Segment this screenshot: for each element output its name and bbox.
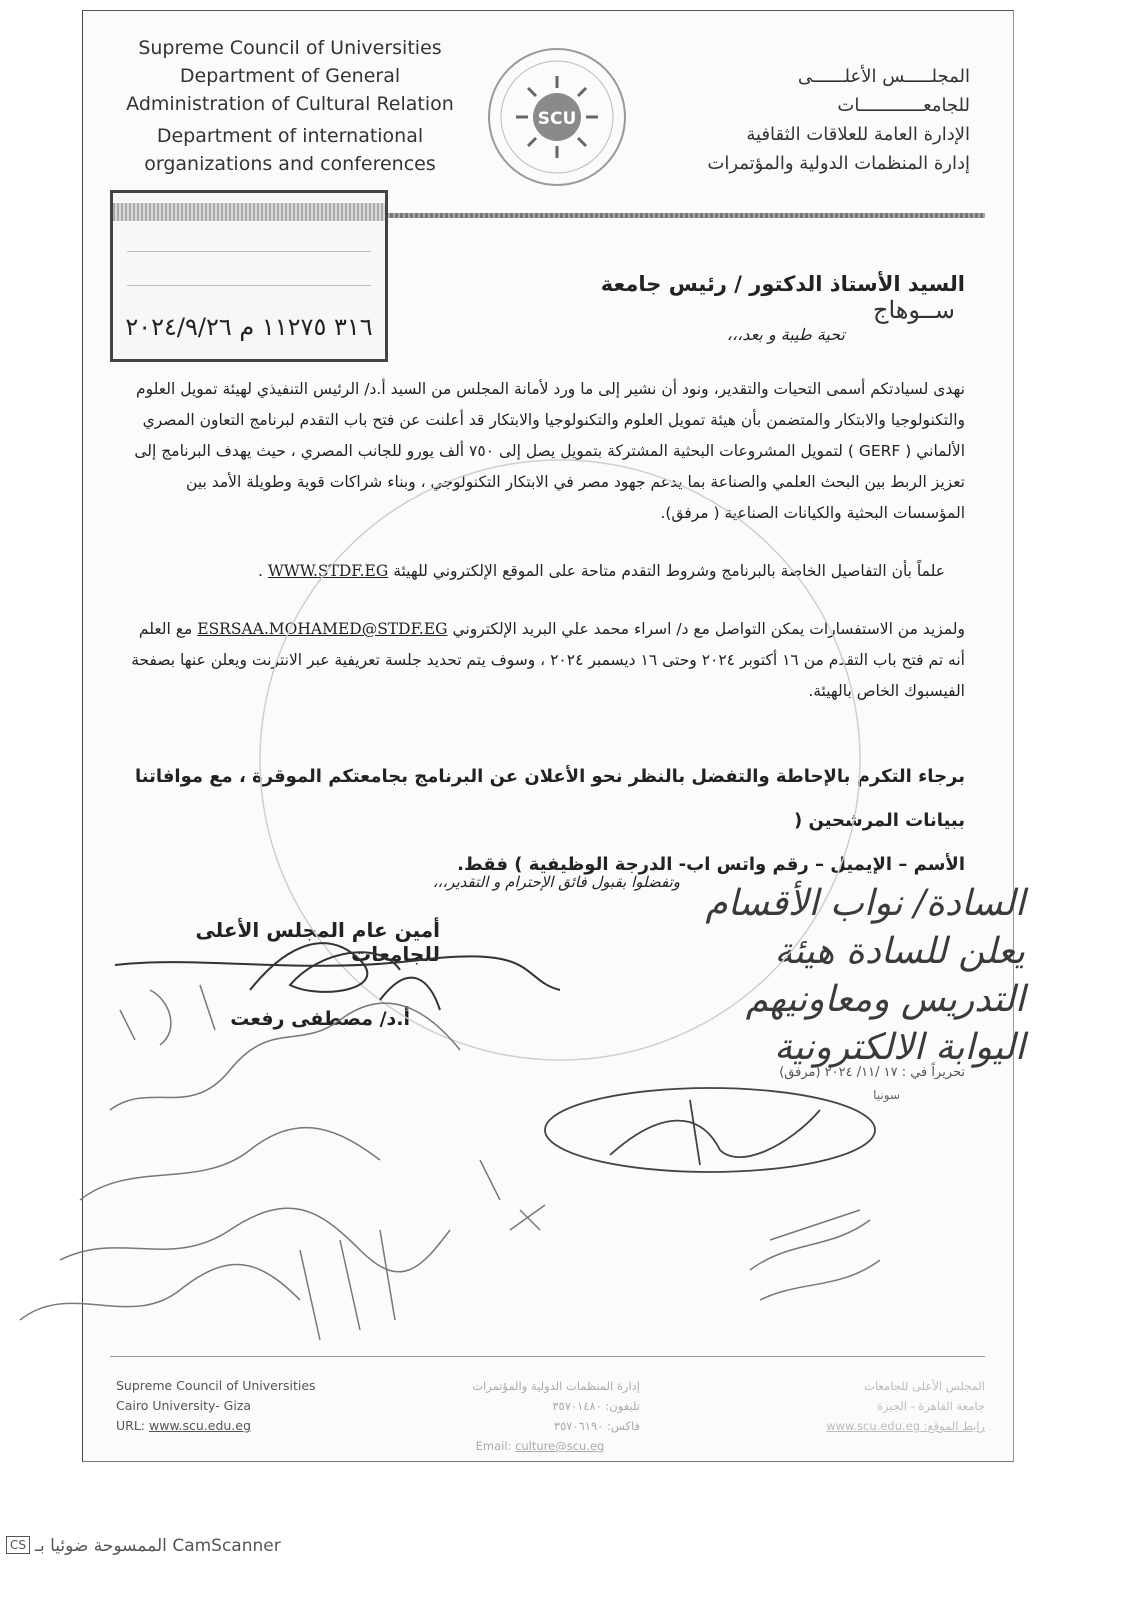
clerk-name: سونيا — [873, 1088, 900, 1102]
closing-line: وتفضلوا بقبول فائق الإحترام و التقدير،،، — [432, 873, 680, 891]
header-ar-line: المجلـــــس الأعلــــــى — [797, 66, 970, 87]
p3-text: ولمزيد من الاستفسارات يمكن التواصل مع د/ اسراء محمد علي البريد الإلكتروني — [452, 620, 965, 638]
footer-email-label: Email: — [475, 1439, 512, 1453]
header-en-line: Supreme Council of Universities — [138, 37, 442, 59]
request-line-1: برجاء التكرم بالإحاطة والتفضل بالنظر نحو الأعلان عن البرنامج بجامعتكم الموقرة ، مع موافاتنا ببيانات المرشحين ( — [134, 766, 965, 831]
handwritten-line: يعلن للسادة هيئة — [774, 931, 1025, 972]
camscanner-text: الممسوحة ضوئيا بـ CamScanner — [35, 1536, 281, 1556]
footer-right-line: رابط الموقع: www.scu.edu.eg — [826, 1419, 985, 1433]
footer-english — [116, 1376, 376, 1436]
footer-en-line: Supreme Council of Universities — [116, 1378, 316, 1393]
footer-email-link[interactable]: culture@scu.eg — [515, 1439, 605, 1453]
request-line-2: الأسم – الإيميل – رقم واتس اب- الدرجة الوظيفية ) فقط. — [457, 854, 965, 875]
dated-line: تحريراً في : ١٧ /١١/ ٢٠٢٤ (مرفق) — [779, 1065, 965, 1080]
handwritten-line: السادة/ نواب الأقسام — [705, 883, 1025, 924]
camscanner-watermark — [6, 1536, 281, 1556]
footer-url-link[interactable]: www.scu.edu.eg — [149, 1418, 251, 1433]
footer-mid-line: تليفون: ٣٥٧٠١٤٨٠ — [552, 1399, 640, 1413]
header-en-line: Department of international — [156, 125, 424, 147]
salutation-text: السيد الأستاذ الدكتور / رئيس جامعة — [600, 272, 965, 296]
salutation-handwritten: ســوهاج — [872, 296, 955, 324]
footer-divider — [110, 1356, 985, 1357]
camscanner-badge: CS — [6, 1536, 30, 1554]
footer-mid-line: فاكس: ٣٥٧٠٦١٩٠ — [553, 1419, 640, 1433]
footer-right — [790, 1376, 985, 1436]
p2-end: . — [258, 562, 263, 580]
email-link[interactable]: ESRSAA.MOHAMED@STDF.EG — [197, 620, 448, 638]
header-en-line: Administration of Cultural Relation — [126, 93, 454, 115]
footer-middle — [440, 1376, 640, 1456]
greeting: تحية طيبة و بعد،،، — [726, 325, 845, 344]
header-ar-line: الإدارة العامة للعلاقات الثقافية — [746, 124, 970, 145]
footer-en-line: Cairo University- Giza — [116, 1398, 252, 1413]
stamp-number: ٣١٦ ١١٢٧٥ م ٢٠٢٤/٩/٢٦ — [125, 313, 373, 341]
secretary-signature — [115, 943, 560, 1010]
footer-mid-line: إدارة المنظمات الدولية والمؤتمرات — [472, 1379, 640, 1393]
header-en-line: organizations and conferences — [144, 153, 436, 175]
p2-text: علماً بأن التفاصيل الخاصة بالبرنامج وشروط التقدم متاحة على الموقع الإلكتروني للهيئة — [393, 562, 945, 580]
watermark-circle — [260, 460, 860, 1060]
footer-right-line: جامعة القاهرة - الجيزة — [876, 1399, 985, 1413]
signature-title: أمين عام المجلس الأعلى للجامعات — [195, 918, 440, 966]
header-en-line: Department of General — [179, 65, 401, 87]
handwritten-annotations — [20, 985, 880, 1340]
handwritten-line: اليوابة الالكترونية — [774, 1027, 1025, 1068]
official-signature — [545, 1088, 875, 1172]
signature-name: أ.د/ مصطفى رفعت — [230, 1008, 410, 1030]
logo-text: SCU — [537, 109, 577, 129]
footer-url-label: URL: — [116, 1418, 146, 1433]
body-paragraph-1: نهدى لسيادتكم أسمى التحيات والتقدير، ونود أن نشير إلى ما ورد لأمانة المجلس من السيد أ.د/ الرئيس التنفيذي لهيئة تمويل العلوم والتكنولوجيا والابتكار والمتضمن بأن هيئة تمويل العلوم والتكنولوجيا والابتكار قد أعلنت عن فتح باب التقدم لبرنامج التعاون المصري الألماني ( GERF ) لتمويل المشروعات البحثية المشتركة بتمويل يصل إلى ٧٥٠ ألف يورو للجانب المصري ، حيث يهدف البرنامج إلى تعزيز الربط بين البحث العلمي والصناعة بما يدعم جهود مصر في الابتكار التكنولوجي ، وبناء شراكات قوية وطويلة الأمد بين المؤسسات البحثية والكيانات الصناعية ( مرفق). — [134, 380, 965, 522]
footer-right-line: المجلس الأعلى للجامعات — [864, 1379, 985, 1393]
handwritten-line: التدريس ومعاونيهم — [745, 979, 1025, 1020]
p3-text-after: مع العلم أنه تم فتح باب التقدم من ١٦ أكتوبر ٢٠٢٤ وحتى ١٦ ديسمبر ٢٠٢٤ ، وسوف يتم تحديد جلسة تعريفية عبر الانترنت ويعلن عنها بصفحة الفيسبوك الخاص بالهيئة. — [131, 620, 965, 700]
header-ar-line: إدارة المنظمات الدولية والمؤتمرات — [707, 153, 970, 174]
website-link[interactable]: WWW.STDF.EG — [267, 562, 389, 580]
header-ar-line: للجامعــــــــــــات — [837, 95, 970, 116]
